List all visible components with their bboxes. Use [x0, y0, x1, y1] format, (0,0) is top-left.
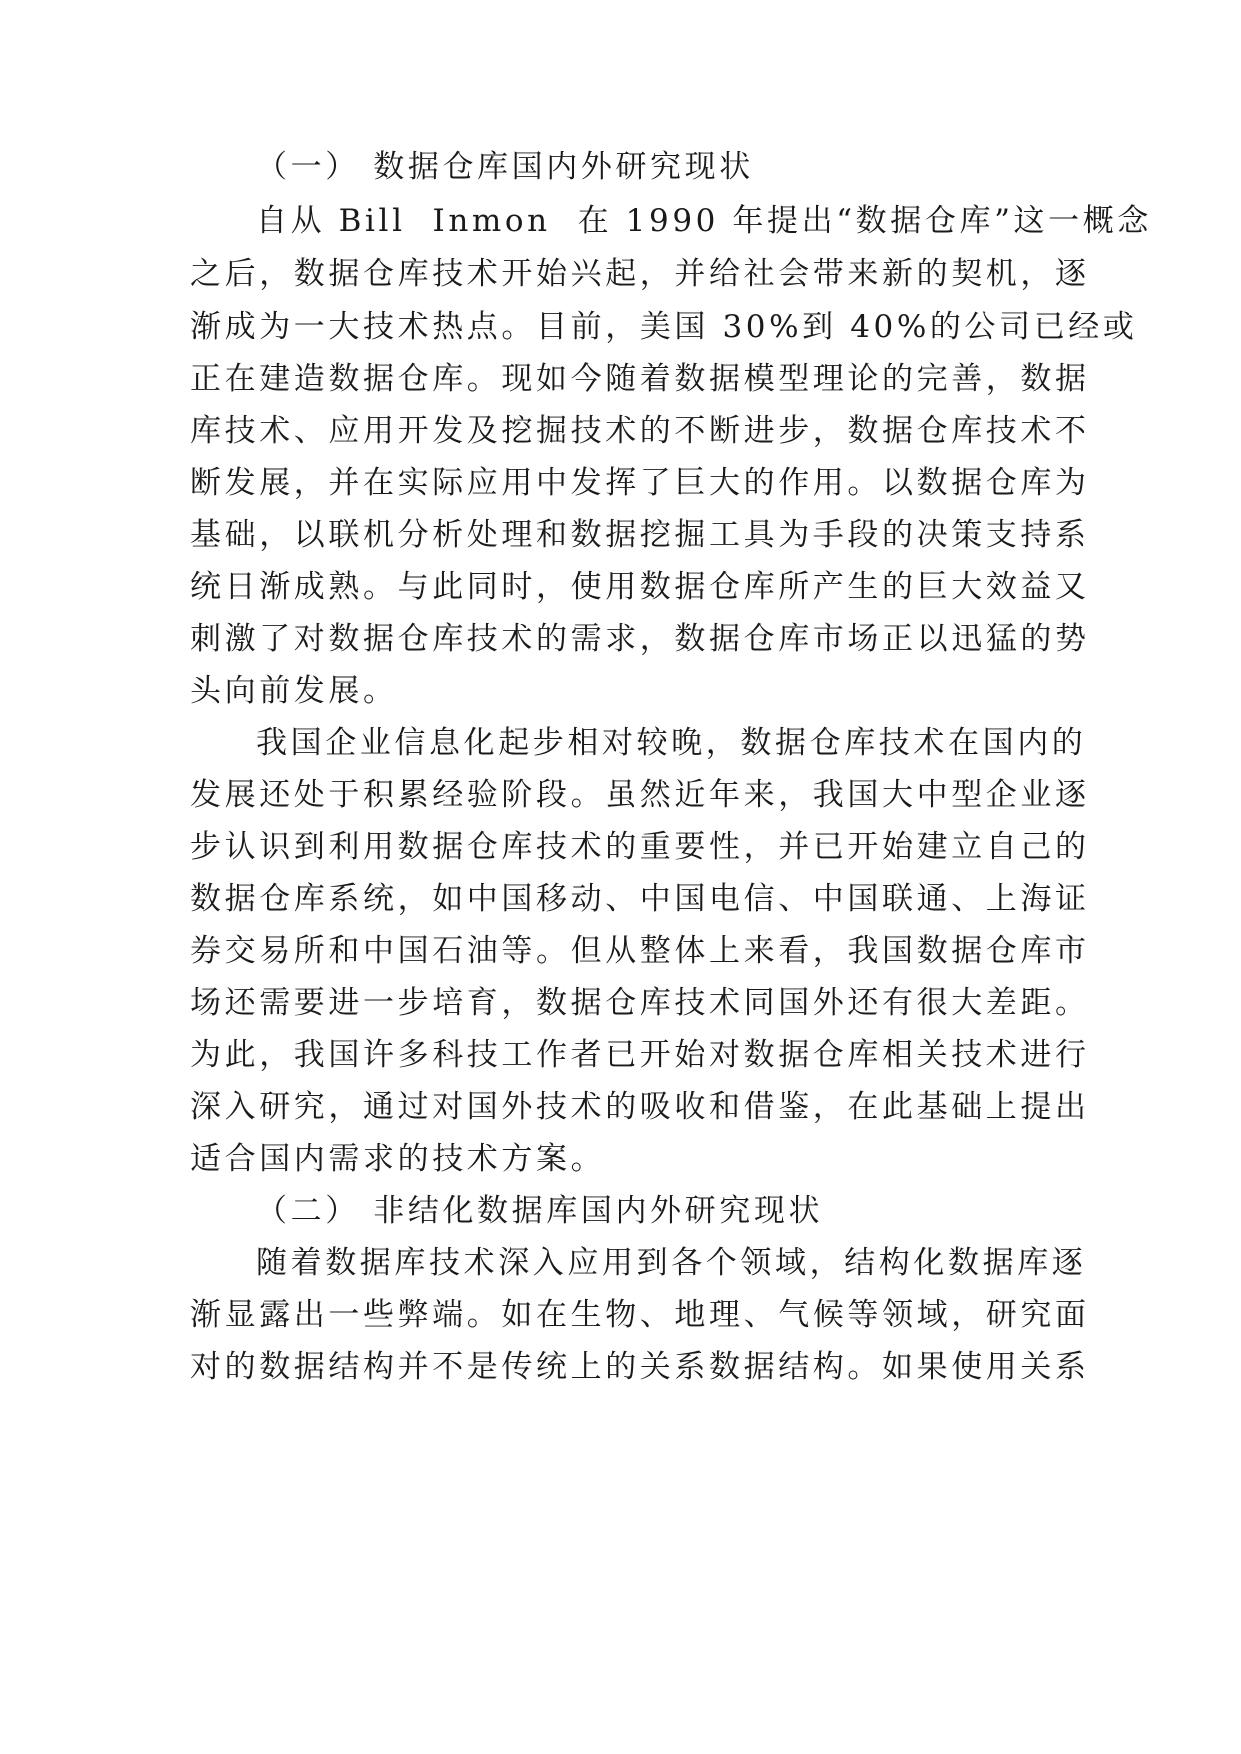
- paragraph-line: 我国企业信息化起步相对较晚，数据仓库技术在国内的: [256, 725, 1087, 761]
- paragraph-line: 之后，数据仓库技术开始兴起，并给社会带来新的契机，逐: [190, 256, 1090, 292]
- paragraph-line: 随着数据库技术深入应用到各个领域，结构化数据库逐: [256, 1245, 1087, 1281]
- paragraph-line: 场还需要进一步培育，数据仓库技术同国外还有很大差距。: [190, 985, 1090, 1021]
- paragraph-line: 步认识到利用数据仓库技术的重要性，并已开始建立自己的: [190, 829, 1090, 865]
- paragraph-line: 头向前发展。: [190, 673, 398, 709]
- paragraph-line: 券交易所和中国石油等。但从整体上来看，我国数据仓库市: [190, 933, 1090, 969]
- paragraph-line: 发展还处于积累经验阶段。虽然近年来，我国大中型企业逐: [190, 777, 1090, 813]
- paragraph-line: 数据仓库系统，如中国移动、中国电信、中国联通、上海证: [190, 881, 1090, 917]
- paragraph-line: 适合国内需求的技术方案。: [190, 1141, 606, 1177]
- paragraph-line: 断发展，并在实际应用中发挥了巨大的作用。以数据仓库为: [190, 465, 1090, 501]
- section-heading: （二） 非结化数据库国内外研究现状: [256, 1193, 824, 1229]
- paragraph-line: 渐显露出一些弊端。如在生物、地理、气候等领域，研究面: [190, 1297, 1090, 1333]
- paragraph-line: 正在建造数据仓库。现如今随着数据模型理论的完善，数据: [190, 361, 1090, 397]
- section-heading: （一） 数据仓库国内外研究现状: [256, 149, 754, 185]
- paragraph-line: 刺激了对数据仓库技术的需求，数据仓库市场正以迅猛的势: [190, 621, 1090, 657]
- paragraph-line: 为此，我国许多科技工作者已开始对数据仓库相关技术进行: [190, 1037, 1090, 1073]
- paragraph-line: 基础，以联机分析处理和数据挖掘工具为手段的决策支持系: [190, 517, 1090, 553]
- paragraph-line: 自从 Bill Inmon 在 1990 年提出“数据仓库”这一概念: [256, 203, 1152, 239]
- paragraph-line: 渐成为一大技术热点。目前，美国 30%到 40%的公司已经或: [190, 309, 1138, 345]
- paragraph-line: 库技术、应用开发及挖掘技术的不断进步，数据仓库技术不: [190, 413, 1090, 449]
- paragraph-line: 统日渐成熟。与此同时，使用数据仓库所产生的巨大效益又: [190, 569, 1090, 605]
- paragraph-line: 深入研究，通过对国外技术的吸收和借鉴，在此基础上提出: [190, 1089, 1090, 1125]
- paragraph-line: 对的数据结构并不是传统上的关系数据结构。如果使用关系: [190, 1349, 1090, 1385]
